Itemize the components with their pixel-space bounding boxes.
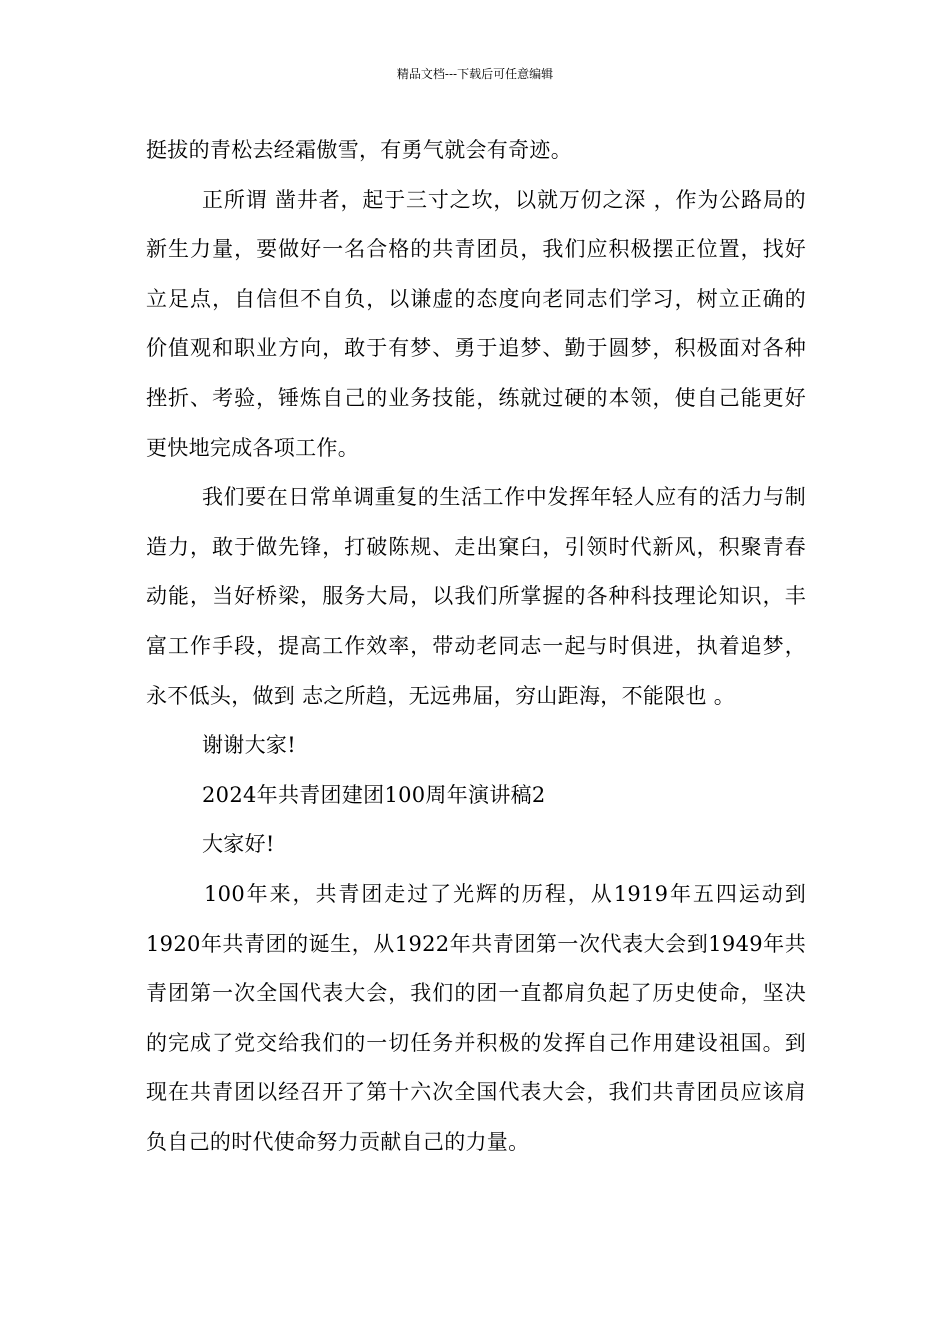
paragraph-thanks: 谢谢大家!	[202, 733, 296, 758]
paragraph-daily-work: 我们要在日常单调重复的生活工作中发挥年轻人应有的活力与制造力，敢于做先锋，打破陈规、走出窠臼，引领时代新风，积聚青春动能，当好桥梁，服务大局，以我们所掌握的各种科技理论知识，丰富工作手段，提高工作效率，带动老同志一起与时俱进，执着追梦，永不低头，做到 志之所趋，无远弗届，穷山距海，不能限也 。	[146, 485, 806, 708]
paragraph-new-force: 正所谓 凿井者，起于三寸之坎，以就万仞之深 ，作为公路局的新生力量，要做好一名合格的共青团员，我们应积极摆正位置，找好立足点，自信但不自负，以谦虚的态度向老同志们学习，树立正确的价值观和职业方向，敢于有梦、勇于追梦、勤于圆梦，积极面对各种挫折、考验，锤炼自己的业务技能，练就过硬的本领，使自己能更好更快地完成各项工作。	[146, 187, 806, 460]
paragraph-history: 100年来，共青团走过了光辉的历程，从1919年五四运动到1920年共青团的诞生，从1922年共青团第一次代表大会到1949年共青团第一次全国代表大会，我们的团一直都肩负起了历史使命，坚决的完成了党交给我们的一切任务并积极的发挥自己作用建设祖国。到现在共青团以经召开了第十六次全国代表大会，我们共青团员应该肩负自己的时代使命努力贡献自己的力量。	[146, 881, 806, 1154]
paragraph-greeting: 大家好!	[202, 832, 275, 857]
document-body	[146, 126, 806, 1167]
speech-title: 2024年共青团建团100周年演讲稿2	[202, 782, 546, 807]
paragraph-continued: 挺拔的青松去经霜傲雪，有勇气就会有奇迹。	[146, 138, 572, 162]
page-header: 精品文档---下载后可任意编辑	[396, 67, 554, 81]
